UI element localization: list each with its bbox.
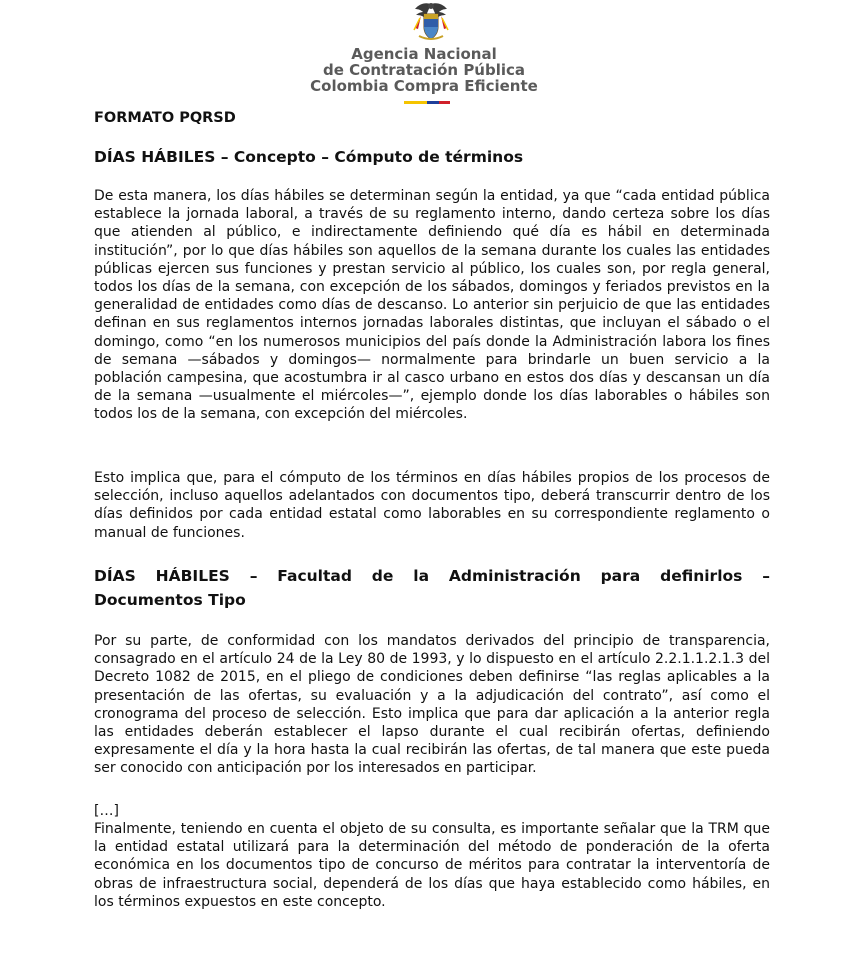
paragraph-3: Por su parte, de conformidad con los mandatos derivados del principio de transparencia, consagrado en el artículo 24 de la Ley 80 de 1993, y lo dispuesto en el artículo 2.2.1.1.2.1.3 del Decreto 1082 de 2015, en el pliego de condiciones deben definirse “las reglas aplicables a la presentación de las ofertas, su evaluación y a la adjudicación del contrato”, así como el cronograma del proceso de selección. Esto implica que para dar aplicación a la anterior regla las entidades deberán establecer el lapso durante el cual recibirán ofertas, definiendo expresamente el día y la hora hasta la cual recibirán las ofertas, de tal manera que este pueda ser conocido con anticipación por los interesados en participar. [94, 633, 770, 777]
agency-name-line1: Agencia Nacional [351, 45, 497, 63]
flag-blue [427, 101, 439, 104]
ellipsis-marker: […] [94, 803, 119, 819]
agency-name-line2: de Contratación Pública [322, 61, 526, 79]
flag-red [439, 101, 450, 104]
paragraph-1: De esta manera, los días hábiles se determinan según la entidad, ya que “cada entidad pública establece la jornada laboral, a través de su reglamento interno, dando certeza sobre los días que atienden al público, e indirectamente definiendo qué día es hábil en determinada institución”, por lo que días hábiles son aquellos de la semana durante los cuales las entidades públicas ejercen sus funciones y prestan servicio al público, los cuales son, por regla general, todos los días de la semana, con excepción de los sábados, domingos y feriados previstos en la generalidad de entidades como días de descanso. Lo anterior sin perjuicio de que las entidades definan en sus reglamentos internos jornadas laborales distintas, que incluyan el sábado o el domingo, como “en los numerosos municipios del país donde la Administración labora los fines de semana —sábados y domingos— normalmente para brindarle un buen servicio a la población campesina, que acostumbra ir al casco urbano en estos dos días y descansan un día de la semana —usualmente el miércoles—”, ejemplo donde los días laborables o hábiles son todos los de la semana, con excepción del miércoles. [94, 188, 770, 423]
agency-name [290, 46, 558, 94]
flag-yellow [404, 101, 427, 104]
colombia-coat-of-arms-icon [409, 0, 453, 44]
flag-color-bar [404, 101, 450, 104]
page-header [0, 0, 847, 110]
section-heading-2-line2: Documentos Tipo [94, 591, 246, 609]
paragraph-4: Finalmente, teniendo en cuenta el objeto de su consulta, es importante señalar que la TRM que la entidad estatal utilizará para la determinación del método de ponderación de la oferta económica en los documentos tipo de concurso de méritos para contratar la interventoría de obras de infraestructura social, dependerá de los días que haya establecido como hábiles, en los términos expuestos en este concepto. [94, 821, 770, 910]
section-heading-1: DÍAS HÁBILES – Concepto – Cómputo de términos [94, 148, 524, 166]
document-type-label: FORMATO PQRSD [94, 110, 236, 126]
paragraph-2: Esto implica que, para el cómputo de los términos en días hábiles propios de los procesos de selección, incluso aquellos adelantados con documentos tipo, deberá transcurrir dentro de los días definidos por cada entidad estatal como laborables en su correspondiente reglamento o manual de funciones. [94, 470, 770, 541]
document-body [94, 108, 770, 910]
agency-name-line3: Colombia Compra Eficiente [310, 77, 538, 95]
section-heading-2-line1: DÍAS HÁBILES – Facultad de la Administración para definirlos – [94, 567, 770, 585]
